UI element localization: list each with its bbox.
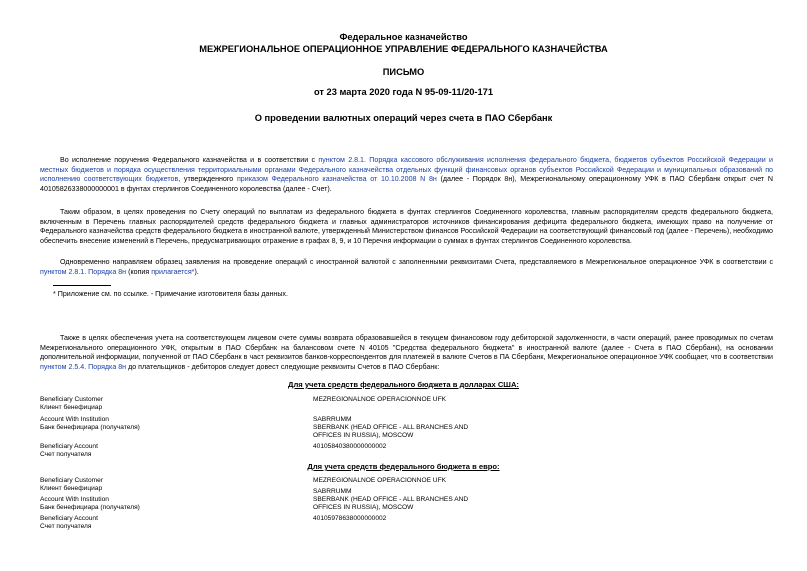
usd-swift-code: SABRRUMM <box>313 416 352 423</box>
paragraph-4-text-b: до плательщиков - дебиторов следует довест следующие реквизиты Счетов в ПАО Сбербанк: <box>126 362 440 371</box>
paragraph-1 <box>40 156 773 194</box>
eur-customer-label <box>40 477 290 493</box>
link-paragraph-2-8-1[interactable]: пунктом 2.8.1. Порядка кассового обслуживания исполнения федерального бюджета, бюджетов субъектов Российской Федерации и местных бюджетов и порядка осуществления территориальными органами Федерального казначейства отдельных функций финансовых органов субъектов Российской Федерации и муниципальных образований по исполнению соответствующих бюджетов <box>40 156 773 184</box>
document-subject: О проведении валютных операций через счета в ПАО Сбербанк <box>254 113 553 123</box>
eur-bank-name-line-2: OFFICES IN RUSSIA), MOSCOW <box>313 504 414 512</box>
usd-account-label <box>40 443 290 459</box>
eur-customer-label-ru: Клиент бенефициар <box>40 485 103 493</box>
eur-swift-code: SABRRUMM <box>313 488 352 495</box>
eur-customer-value: MEZREGIONALNOE OPERACIONNOE UFK <box>313 477 446 484</box>
paragraph-2: Таким образом, в целях проведения по Счету операций по выплатам из федерального бюджета в фунтах стерлингов Соединенного королевства, главным распорядителям средств федерального бюджета, включенным в Перечень главных распорядителей средств федерального бюджета и главных администраторов источников финансирования дефицита федерального бюджета, имеющих право на получение от Федерального казначейства средств федерального бюджета в иностранной валюте, утвержденный Министерством финансов Российской Федерации на соответствующий финансовый год (далее - Перечень), необходимо обеспечить внесение изменений в Перечень, предусматривающих отражение в графах 8, 9, и 10 Перечня информации о суммах в фунтах стерлингов Соединенного королевства. <box>40 208 773 245</box>
footnote-divider <box>53 285 111 286</box>
eur-account-label-ru: Счет получателя <box>40 523 92 531</box>
link-attachment[interactable]: прилагается* <box>151 267 195 276</box>
eur-institution-label-ru: Банк бенефициара (получателя) <box>40 504 140 512</box>
usd-institution-label <box>40 416 290 432</box>
department-name: МЕЖРЕГИОНАЛЬНОЕ ОПЕРАЦИОННОЕ УПРАВЛЕНИЕ ФЕДЕРАЛЬНОГО КАЗНАЧЕЙСТВА <box>199 44 608 54</box>
document-date-number: от 23 марта 2020 года N 95-09-11/20-171 <box>313 87 494 97</box>
eur-customer-label-en: Beneficiary Customer <box>40 477 104 484</box>
usd-bank-name-line-1: SBERBANK (HEAD OFFICE - ALL BRANCHES AND <box>313 424 469 432</box>
link-paragraph-2-8-1-order-8n[interactable]: пунктом 2.8.1. Порядка 8н <box>40 267 127 276</box>
usd-account-label-en: Beneficiary Account <box>40 443 98 450</box>
usd-institution-label-ru: Банк бенефициара (получателя) <box>40 424 140 432</box>
usd-account-label-ru: Счет получателя <box>40 451 92 459</box>
link-order-8n[interactable]: приказом Федерального казначейства от 10.10.2008 N 8н <box>236 175 437 184</box>
usd-bank-name-line-2: OFFICES IN RUSSIA), MOSCOW <box>313 432 414 440</box>
paragraph-3 <box>40 258 773 277</box>
eur-institution-value <box>313 488 503 513</box>
eur-section-title: Для учета средств федерального бюджета в евро: <box>307 462 500 471</box>
document-type: ПИСЬМО <box>382 67 425 77</box>
usd-section-title: Для учета средств федерального бюджета в долларах США: <box>288 380 519 389</box>
paragraph-3-text-c: ). <box>194 267 199 276</box>
usd-customer-label-en: Beneficiary Customer <box>40 396 104 403</box>
usd-customer-label-ru: Клиент бенефициар <box>40 404 103 412</box>
paragraph-1-text-a: Во исполнение поручения Федерального казначейства и в соответствии с <box>60 156 319 164</box>
eur-institution-label-en: Account With Institution <box>40 496 109 503</box>
paragraph-3-text-a: Одновременно направляем образец заявления на проведение операций с иностранной валютой с заполненными реквизитами Счета, представляемого в Межрегиональное операционное УФК в соответствии с <box>60 258 773 266</box>
usd-account-value: 40105840380000000002 <box>313 443 387 450</box>
eur-account-label-en: Beneficiary Account <box>40 515 98 522</box>
paragraph-1-text-b: , утвержденного <box>178 175 237 184</box>
org-name: Федеральное казначейство <box>339 32 468 42</box>
eur-bank-name-line-1: SBERBANK (HEAD OFFICE - ALL BRANCHES AND <box>313 496 469 504</box>
eur-account-label <box>40 515 290 531</box>
usd-customer-label <box>40 396 290 412</box>
eur-account-value: 40105978638000000002 <box>313 515 387 522</box>
usd-institution-value <box>313 416 503 441</box>
link-paragraph-2-5-4-order-8n[interactable]: пунктом 2.5.4. Порядка 8н <box>40 362 127 371</box>
paragraph-4 <box>40 334 773 372</box>
usd-institution-label-en: Account With Institution <box>40 416 109 423</box>
usd-customer-value: MEZREGIONALNOE OPERACIONNOE UFK <box>313 396 446 403</box>
eur-institution-label <box>40 496 290 512</box>
footnote: * Приложение см. по ссылке. - Примечание изготовителя базы данных. <box>53 290 288 298</box>
paragraph-1-text-c: (далее - Порядок 8н), Межрегиональному операционному УФК в ПАО Сбербанк открыт счет N 40105826338000000001 в фунтах стерлингов Соединенного королевства (далее - Счет). <box>40 175 773 193</box>
paragraph-3-text-b: (копия <box>126 267 152 276</box>
paragraph-4-text-a: Также в целях обеспечения учета на соответствующем лицевом счете суммы возврата образовавшейся в текущем финансовом году дебиторской задолженности, в части операций, ранее проводимых по счетам Межрегионального операционного УФК, открытым в ПАО Сбербанк на балансовом счете N 40105 "Средства федерального бюджета" в иностранной валюте (далее - Счета в ПАО Сбербанк), на основании дополнительной информации, полученной от ПАО Сбербанк в част реквизитов банков-корреспондентов для платежей в валюте Счетов в ПА Сбербанк, Межрегиональное операционное УФК сообщает, что в соответствии <box>40 334 773 362</box>
